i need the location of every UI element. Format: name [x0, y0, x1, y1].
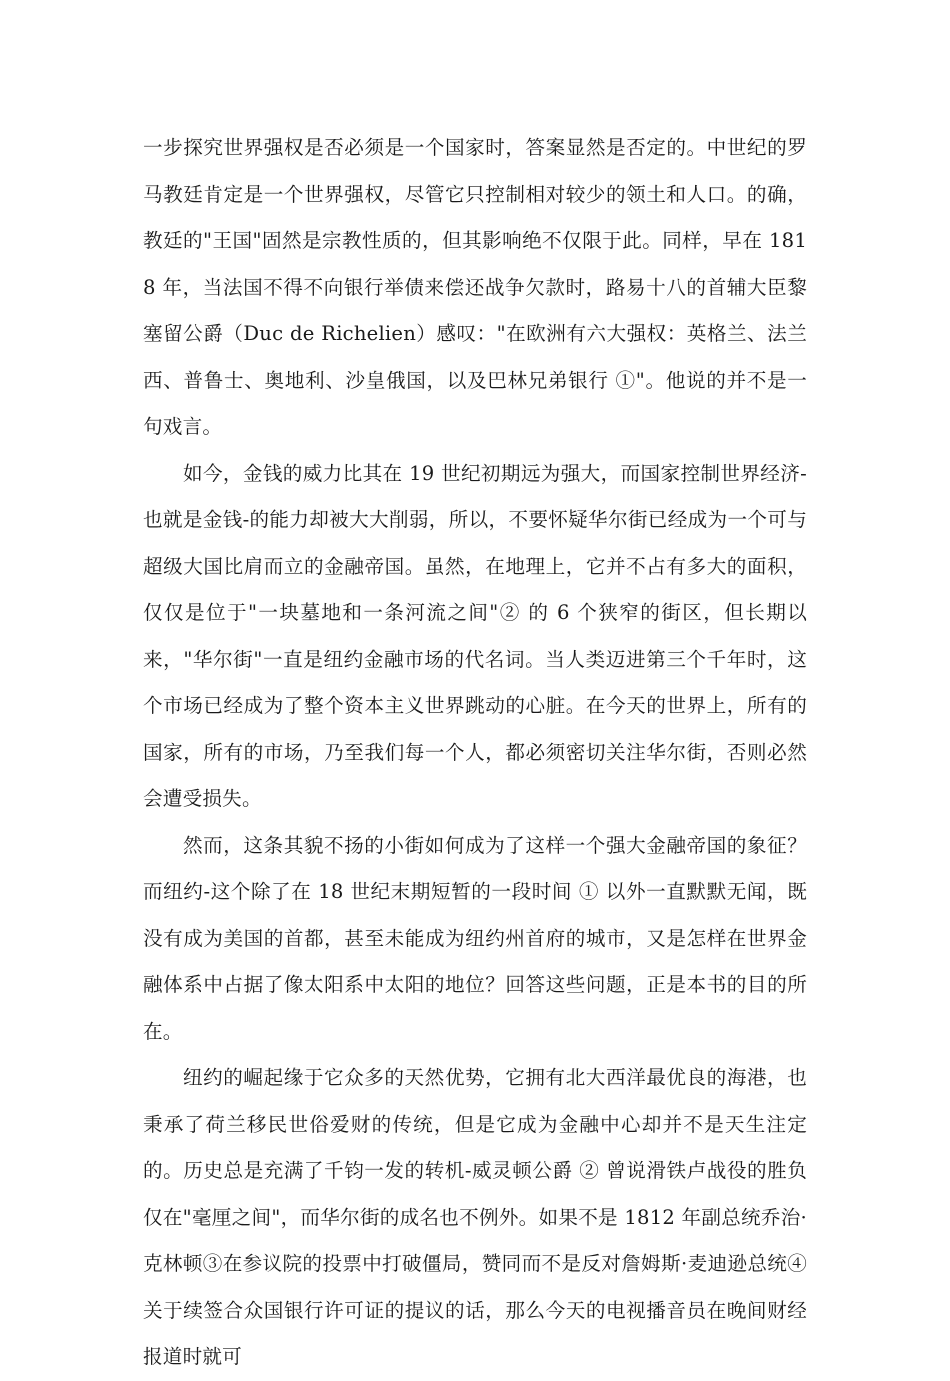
paragraph-3: 然而，这条其貌不扬的小街如何成为了这样一个强大金融帝国的象征？而纽约-这个除了在 18 世纪末期短暂的一段时间 ① 以外一直默默无闻，既没有成为美国的首都，甚至未能成为纽约州首府的城市，又是怎样在世界金融体系中占据了像太阳系中太阳的地位？回答这些问题，正是本书的目的所在。 [143, 833, 807, 1043]
paragraph-2: 如今，金钱的威力比其在 19 世纪初期远为强大，而国家控制世界经济-也就是金钱-的能力却被大大削弱，所以，不要怀疑华尔街已经成为一个可与超级大国比肩而立的金融帝国。虽然，在地理上，它并不占有多大的面积，仅仅是位于"一块墓地和一条河流之间"② 的 6 个狭窄的街区，但长期以来，"华尔街"一直是纽约金融市场的代名词。当人类迈进第三个千年时，这个市场已经成为了整个资本主义世界跳动的心脏。在今天的世界上，所有的国家，所有的市场，乃至我们每一个人，都必须密切关注华尔街，否则必然会遭受损失。 [143, 461, 807, 810]
paragraph-1: 一步探究世界强权是否必须是一个国家时，答案显然是否定的。中世纪的罗马教廷肯定是一个世界强权，尽管它只控制相对较少的领土和人口。的确，教廷的"王国"固然是宗教性质的，但其影响绝不仅限于此。同样，早在 1818 年，当法国不得不向银行举债来偿还战争欠款时，路易十八的首辅大臣黎塞留公爵（Duc de Richelien）感叹："在欧洲有六大强权：英格兰、法兰西、普鲁士、奥地利、沙皇俄国，以及巴林兄弟银行 ①"。他说的并不是一句戏言。 [143, 136, 807, 438]
paragraph-4: 纽约的崛起缘于它众多的天然优势，它拥有北大西洋最优良的海港，也秉承了荷兰移民世俗爱财的传统，但是它成为金融中心却并不是天生注定的。历史总是充满了千钧一发的转机-威灵顿公爵 ② 曾说滑铁卢战役的胜负仅在"毫厘之间"，而华尔街的成名也不例外。如果不是 1812 年副总统乔治·克林顿③在参议院的投票中打破僵局，赞同而不是反对詹姆斯·麦迪逊总统④ 关于续签合众国银行许可证的提议的话，那么今天的电视播音员在晚间财经报道时就可 [143, 1066, 807, 1368]
document-body [143, 125, 807, 1381]
